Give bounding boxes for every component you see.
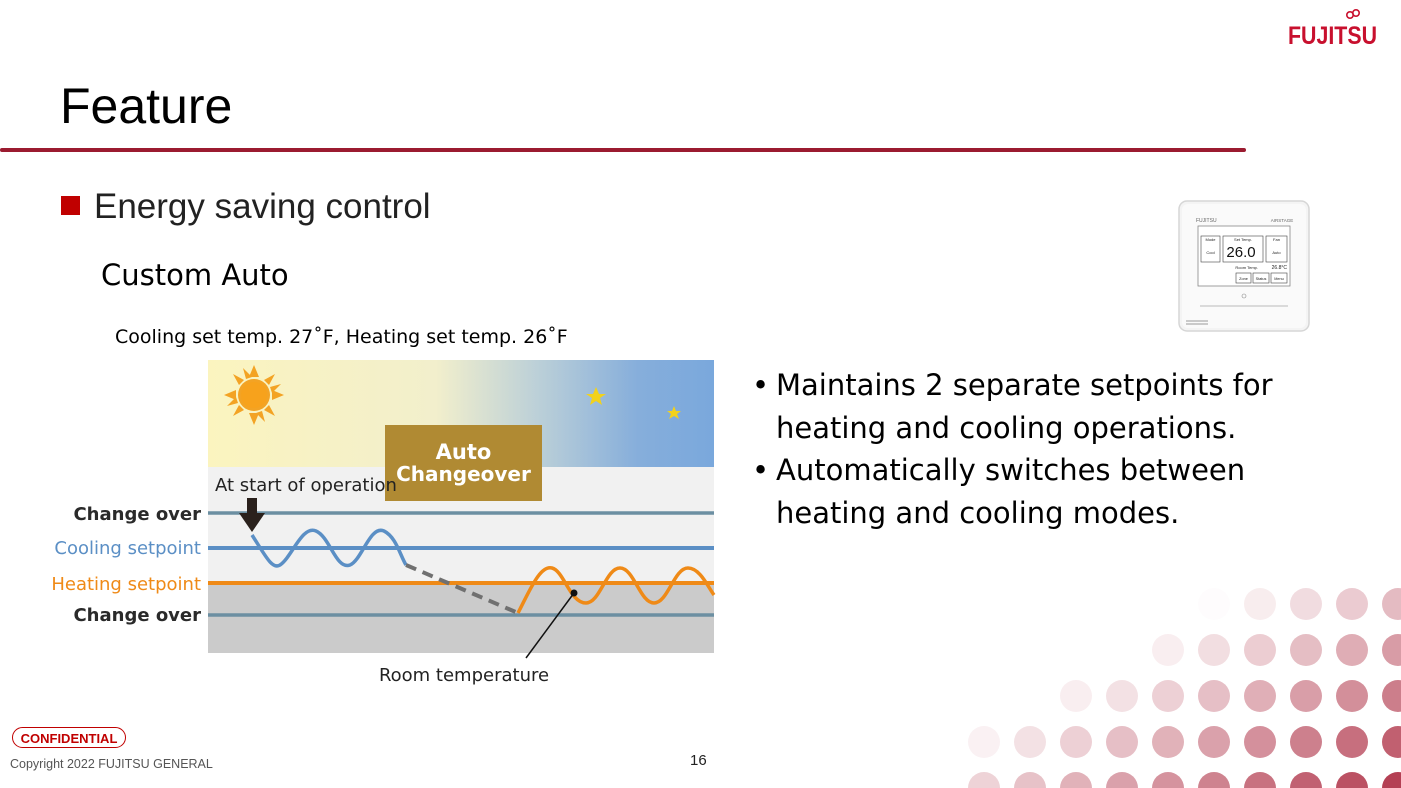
decorative-dot bbox=[1060, 726, 1092, 758]
copyright-text: Copyright 2022 FUJITSU GENERAL bbox=[10, 757, 213, 771]
logo-infinity-right bbox=[1353, 10, 1359, 16]
decorative-dot bbox=[1060, 680, 1092, 712]
bullet-item bbox=[752, 449, 1312, 534]
title-divider bbox=[0, 148, 1246, 152]
fujitsu-logo bbox=[1288, 8, 1380, 54]
decorative-dot bbox=[1198, 588, 1230, 620]
svg-text:Room Temp.: Room Temp. bbox=[1235, 265, 1258, 270]
decorative-dot bbox=[1244, 634, 1276, 666]
decorative-dot bbox=[1290, 726, 1322, 758]
sun-icon bbox=[224, 365, 284, 425]
room-temperature-label: Room temperature bbox=[378, 665, 550, 686]
svg-text:Set Temp.: Set Temp. bbox=[1234, 237, 1252, 242]
bullet-item bbox=[752, 364, 1312, 449]
svg-text:Cool: Cool bbox=[1206, 250, 1215, 255]
decorative-dot bbox=[1152, 726, 1184, 758]
decorative-dot bbox=[1244, 772, 1276, 788]
decorative-dot bbox=[1060, 772, 1092, 788]
svg-text:Auto: Auto bbox=[1272, 250, 1281, 255]
decorative-dot bbox=[1336, 680, 1368, 712]
decorative-dot-pattern bbox=[960, 560, 1401, 788]
decorative-dot bbox=[1106, 772, 1138, 788]
decorative-dot bbox=[1336, 726, 1368, 758]
decorative-dot bbox=[1290, 772, 1322, 788]
decorative-dot bbox=[1198, 726, 1230, 758]
svg-text:Menu: Menu bbox=[1274, 277, 1284, 281]
decorative-dot bbox=[1106, 680, 1138, 712]
decorative-dot bbox=[1382, 634, 1401, 666]
decorative-dot bbox=[1382, 588, 1401, 620]
controller-set-temp: 26.0 bbox=[1226, 244, 1256, 261]
decorative-dot bbox=[1244, 680, 1276, 712]
decorative-dot bbox=[1290, 588, 1322, 620]
change-over-bottom-label: Change over bbox=[73, 605, 201, 626]
decorative-dot bbox=[1152, 634, 1184, 666]
bullet-line-1: Maintains 2 separate setpoints for bbox=[776, 368, 1273, 402]
cooling-setpoint-label: Cooling setpoint bbox=[54, 538, 201, 559]
decorative-dot bbox=[1290, 634, 1322, 666]
decorative-dot bbox=[1198, 680, 1230, 712]
custom-auto-diagram bbox=[40, 355, 740, 695]
bullet-dot-icon: • bbox=[752, 368, 770, 402]
decorative-dot bbox=[1152, 772, 1184, 788]
confidential-badge: CONFIDENTIAL bbox=[12, 727, 126, 748]
decorative-dot bbox=[1382, 680, 1401, 712]
decorative-dot bbox=[968, 772, 1000, 788]
svg-text:Zone: Zone bbox=[1239, 277, 1248, 281]
lower-band bbox=[208, 583, 714, 653]
sub-heading: Custom Auto bbox=[101, 258, 289, 292]
decorative-dot bbox=[1198, 634, 1230, 666]
start-of-operation-label: At start of operation bbox=[215, 475, 397, 496]
change-over-top-label: Change over bbox=[73, 504, 201, 525]
decorative-dot bbox=[1106, 634, 1138, 666]
decorative-dot bbox=[1014, 772, 1046, 788]
svg-text:Fan: Fan bbox=[1273, 237, 1280, 242]
decorative-dot bbox=[1198, 772, 1230, 788]
decorative-dot bbox=[1382, 726, 1401, 758]
controller-brand: FUJITSU bbox=[1196, 218, 1217, 224]
changeover-label: Changeover bbox=[396, 462, 531, 486]
svg-text:26.8°C: 26.8°C bbox=[1271, 265, 1287, 271]
decorative-dot bbox=[1336, 772, 1368, 788]
decorative-dot bbox=[1336, 634, 1368, 666]
decorative-dot bbox=[1244, 588, 1276, 620]
heating-setpoint-label: Heating setpoint bbox=[51, 574, 201, 595]
decorative-dot bbox=[1336, 588, 1368, 620]
decorative-dot bbox=[1290, 680, 1322, 712]
decorative-dot bbox=[1382, 772, 1401, 788]
decorative-dot bbox=[1244, 726, 1276, 758]
remote-controller-image bbox=[1178, 200, 1310, 332]
controller-model: AIRSTAGE bbox=[1270, 218, 1294, 223]
diagram-caption: Cooling set temp. 27˚F, Heating set temp. 26˚F bbox=[115, 326, 568, 348]
slide-title: Feature bbox=[60, 78, 233, 134]
section-bullet-icon bbox=[61, 196, 80, 215]
decorative-dot bbox=[1152, 680, 1184, 712]
bullet-dot-icon: • bbox=[752, 453, 770, 487]
svg-text:Status: Status bbox=[1255, 277, 1267, 281]
section-heading: Energy saving control bbox=[94, 187, 431, 226]
bullet-line-2: heating and cooling modes. bbox=[776, 495, 1180, 530]
bullet-line-1: Automatically switches between bbox=[776, 453, 1246, 487]
svg-text:Mode: Mode bbox=[1205, 237, 1216, 242]
logo-text: FUJITSU bbox=[1288, 22, 1377, 50]
decorative-dot bbox=[1014, 726, 1046, 758]
feature-bullet-list bbox=[752, 364, 1312, 534]
bullet-line-2: heating and cooling operations. bbox=[776, 410, 1237, 445]
page-number: 16 bbox=[690, 752, 707, 769]
auto-label: Auto bbox=[435, 440, 492, 464]
decorative-dot bbox=[968, 726, 1000, 758]
decorative-dot bbox=[1106, 726, 1138, 758]
